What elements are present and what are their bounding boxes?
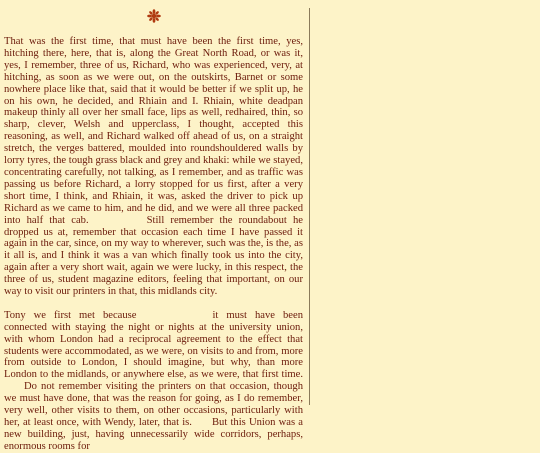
- paragraph-2-continuation-3: But this Union was a new building, just, having unnecessarily wide corridors, perhaps, enormous rooms for: [4, 416, 303, 452]
- paragraph-2-text: Tony we first met because: [4, 309, 137, 321]
- paragraph-1: [4, 36, 303, 298]
- paragraph-2: [4, 310, 303, 453]
- paragraph-1-text: That was the first time, that must have been the first time, yes, hitching there, here, that is, along the Great North Road, or was it, yes, I remember, three of us, Richard, who was experienced, very, at hitching, as soon as we were out, on the outskirts, Barnet or some nowhere place like that, said that it would be better if we split up, he on his own, he decided, and Rhiain and I. Rhiain, white deadpan makeup thinly all over her small face, lips as well, redhaired, thin, so sharp, clever, Welsh and upperclass, I thought, accepted this reasoning, as well, and Richard walked off ahead of us, on a straight stretch, the verges battered, moulded into roundshouldered walls by lorry tyres, the tough grass black and grey and khaki: while we stayed, concentrating carefully, not talking, as I remember, and as traffic was passing us before Richard, a lorry stopped for us first, after a very short time, I think, and Rhiain, it was, asked the driver to pick up Richard as we came to him, and he did, and we were all three packed into half that cab.: [4, 36, 303, 226]
- paragraph-2-continuation-2: Do not remember visiting the printers on that occasion, though we must have done, that was the reason for going, as I do remember, very well, other visits to them, on other occasions, particularly with her, at least once, with Wendy, later, that is.: [4, 381, 303, 428]
- asterisk-flower-icon: [147, 9, 161, 23]
- paragraph-2-continuation: it must have been connected with staying the night or nights at the university union, with whom London had a reciprocal agreement to the effect that students were accommodated, as we were, on visits to and from, more from outside to London, I should imagine, but why, than more London to the midlands, or anywhere else, as we were, that first time.: [4, 309, 303, 381]
- body-text-column: [4, 36, 303, 453]
- column-divider: [309, 8, 310, 405]
- paragraph-1-continuation: Still remember the roundabout he dropped us at, remember that occasion each time I have passed it again in the car, since, on my way to wherever, such was the, is the, as it all is, and I think it was a van which finally took us into the city, again after a very short wait, again we were lucky, in this respect, the three of us, student magazine editors, feeling that important, on our way to visit our printers in that, this midlands city.: [4, 214, 303, 298]
